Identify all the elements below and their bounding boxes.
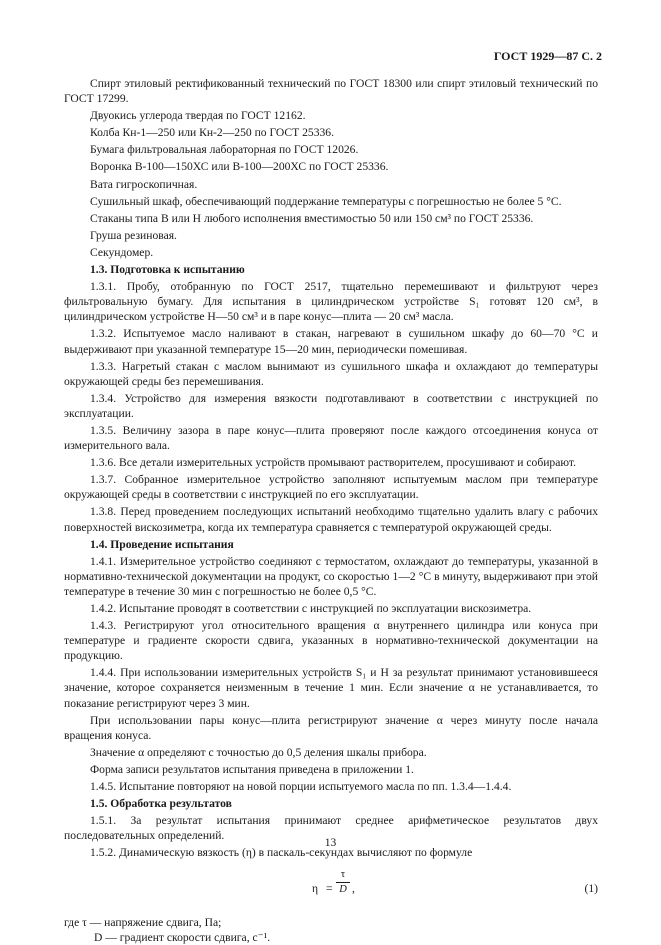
paragraph: 1.3.1. Пробу, отобранную по ГОСТ 2517, тщательно перемешивают и фильтруют через фильтровальную бумагу. Для испытания в цилиндрическом устройстве S₁ готовят 120 см³, в цилиндрическом устройстве Н—50 см³ и в паре конус—плита — 20 см³ масла. (64, 280, 598, 324)
document-body (64, 76, 598, 945)
paragraph: 1.4.1. Измерительное устройство соединяют с термостатом, охлаждают до температуры, указанной в нормативно-технической документации на продукт, со скоростью 1—2 °С в минуту, выдерживают при этой температуре в течение 30 мин с погрешностью не более 0,5 °С. (64, 554, 598, 598)
legend-line-tau: где τ — напряжение сдвига, Па; (64, 915, 222, 929)
formula-denominator: D (339, 883, 347, 895)
formula-viscosity (64, 867, 598, 911)
section-heading: 1.5. Обработка результатов (90, 797, 232, 811)
paragraph: Спирт этиловый ректификованный технический по ГОСТ 18300 или спирт этиловый технический по ГОСТ 17299. (64, 77, 598, 106)
paragraph: Форма записи результатов испытания приведена в приложении 1. (90, 762, 414, 776)
paragraph: 1.3.7. Собранное измерительное устройство заполняют испытуемым маслом при температуре окружающей среды в соответствии с инструкцией по его эксплуатации. (64, 473, 598, 502)
paragraph: Вата гигроскопичная. (90, 177, 198, 191)
paragraph: 1.3.3. Нагретый стакан с маслом вынимают из сушильного шкафа и охлаждают до температуры окружающей среды без перемешивания. (64, 359, 598, 388)
paragraph-list (64, 76, 598, 861)
paragraph: 1.4.4. При использовании измерительных устройств S₁ и Н за результат принимают установившееся значение, которое сохраняется неизменным в течение 1 мин. Если значение α не устанавливается, то показание регистрируют через 3 мин. (64, 666, 598, 710)
paragraph: 1.3.4. Устройство для измерения вязкости подготавливают в соответствии с инструкцией по эксплуатации. (64, 391, 598, 420)
paragraph: Стаканы типа В или Н любого исполнения вместимостью 50 или 150 см³ по ГОСТ 25336. (90, 211, 534, 225)
section-heading: 1.4. Проведение испытания (90, 537, 234, 551)
formula-lhs: η (312, 881, 319, 895)
paragraph: Двуокись углерода твердая по ГОСТ 12162. (90, 109, 306, 123)
legend-line-d: D — градиент скорости сдвига, с⁻¹. (94, 930, 271, 944)
paragraph: 1.4.5. Испытание повторяют на новой порции испытуемого масла по пп. 1.3.4—1.4.4. (90, 780, 512, 794)
paragraph: Сушильный шкаф, обеспечивающий поддержание температуры с погрешностью не более 5 °С. (90, 194, 562, 208)
paragraph: Груша резиновая. (90, 228, 177, 242)
paragraph: 1.4.3. Регистрируют угол относительного вращения α внутреннего цилиндра или конуса при температуре и градиенте скорости сдвига, указанных в нормативно-технической документации на продукцию. (64, 619, 598, 663)
paragraph: 1.3.2. Испытуемое масло наливают в стакан, нагревают в сушильном шкафу до 60—70 °С и выдерживают при указанной температуре 15—20 мин, периодически помешивая. (64, 327, 598, 356)
formula-fraction (336, 869, 350, 896)
paragraph: 1.3.8. Перед проведением последующих испытаний необходимо тщательно удалить влагу с рабочих поверхностей вискозиметра, когда их температура сравняется с температурой окружающей среды. (64, 505, 598, 534)
paragraph: Колба Кн-1—250 или Кн-2—250 по ГОСТ 25336. (90, 126, 335, 140)
section-heading: 1.3. Подготовка к испытанию (90, 263, 245, 277)
formula-number: (1) (584, 881, 598, 895)
paragraph: Секундомер. (90, 245, 154, 259)
paragraph: Воронка В-100—150ХС или В-100—200ХС по ГОСТ 25336. (90, 160, 389, 174)
paragraph: Бумага фильтровальная лабораторная по ГОСТ 12026. (90, 143, 359, 157)
page-header: ГОСТ 1929—87 С. 2 (493, 49, 602, 63)
paragraph: При использовании пары конус—плита регистрируют значение α через минуту после начала вращения конуса. (64, 713, 598, 742)
page-number: 13 (324, 837, 337, 849)
paragraph: 1.3.6. Все детали измерительных устройств промывают растворителем, просушивают и собирают. (90, 456, 576, 470)
fraction-bar (336, 882, 350, 883)
paragraph: 1.4.2. Испытание проводят в соответствии с инструкцией по эксплуатации вискозиметра. (90, 602, 532, 615)
paragraph: Значение α определяют с точностью до 0,5 деления шкалы прибора. (90, 745, 427, 759)
formula-comma: , (352, 881, 355, 895)
paragraph: 1.5.2. Динамическую вязкость (η) в паскаль-секундах вычисляют по формуле (90, 846, 473, 860)
formula-numerator: τ (340, 868, 346, 880)
formula-equals: = (326, 881, 333, 895)
paragraph: 1.5.1. За результат испытания принимают среднее арифметическое результатов двух последовательных определений. (64, 814, 598, 843)
formula-legend (64, 915, 598, 945)
page-footer (0, 833, 661, 849)
paragraph: 1.3.5. Величину зазора в паре конус—плита проверяют после каждого отсоединения конуса от измерительного вала. (64, 423, 598, 453)
